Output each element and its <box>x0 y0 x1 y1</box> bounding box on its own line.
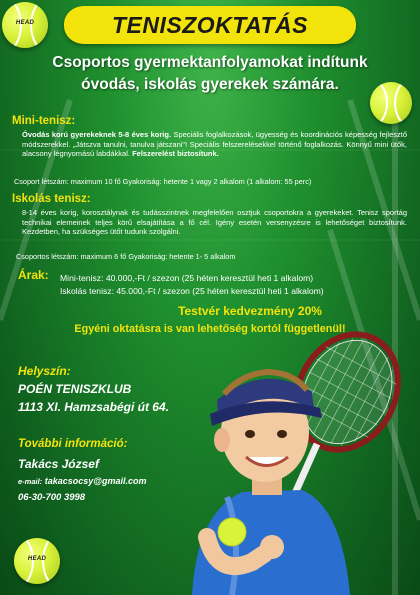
contact-email[interactable]: takacsocsy@gmail.com <box>44 476 147 486</box>
price-school: Iskolás tenisz: 45.000,-Ft / szezon (25 héten keresztül heti 1 alkalom) <box>60 286 324 296</box>
ball-brand-logo: HEAD <box>27 556 47 563</box>
tennis-ball-icon <box>14 538 60 584</box>
individual-lessons-text: Egyéni oktatásra is van lehetőség kortól függetlenül! <box>74 323 346 335</box>
subtitle-line-2: óvodás, iskolás gyerekek számára. <box>81 76 339 93</box>
boy-with-racket-illustration <box>172 322 420 595</box>
discount-text: Testvér kedvezmény 20% <box>178 304 322 318</box>
location-address: 1113 XI. Hamzsabégi út 64. <box>18 400 169 414</box>
location-name: POÉN TENISZKLUB <box>18 382 132 396</box>
location-label: Helyszín: <box>18 364 71 378</box>
contact-email-row <box>18 476 147 486</box>
page-title: TENISZOKTATÁS <box>111 11 309 38</box>
ball-brand-logo: HEAD <box>15 20 35 27</box>
email-label: e-mail: <box>18 477 43 486</box>
school-tennis-body: 8-14 éves korig, korosztálynak és tudásszintnek megfelelően osztjuk csoportokra a gyerekeket. Tenisz sportág technikai elemeinek teljes körű elsajátítása a fő cél. Igény esetén versenyzésre is lehetőséget biztosítunk. Kezdetben, ha szükséges ütőt tudunk szolgálni. <box>22 208 407 237</box>
school-tennis-meta: Csoportos létszám: maximum 6 fő Gyakoriság: hetente 1- 5 alkalom <box>16 252 236 261</box>
mini-tennis-body-bold-2: Felszerelést biztosítunk. <box>132 149 219 159</box>
price-mini: Mini-tenisz: 40.000,-Ft / szezon (25 héten keresztül heti 1 alkalom) <box>60 273 314 283</box>
mini-tennis-heading: Mini-tenisz: <box>12 115 76 127</box>
mini-tennis-meta: Csoport létszám: maximum 10 fő Gyakoriság: hetente 1 vagy 2 alkalom (1 alkalom: 55 perc) <box>14 177 312 186</box>
school-tennis-heading: Iskolás tenisz: <box>12 193 91 205</box>
prices-heading: Árak: <box>18 268 49 282</box>
title-banner <box>64 6 356 44</box>
mini-tennis-body <box>22 130 407 159</box>
mini-tennis-body-text: Speciális foglalkozások, ügyesség és koordinációs képesség fejlesztő módszerekkel. „Játszva tanulni, tanulva játszani"! Speciális felszerelésekkel történő foglalkozás. Könnyű mini ütők, alacsony légnyomású labdákkal. <box>22 130 408 159</box>
contact-name: Takács József <box>18 457 99 471</box>
tennis-ball-icon <box>2 2 48 48</box>
subtitle-line-1: Csoportos gyermektanfolyamokat indítunk <box>52 54 368 71</box>
subtitle <box>0 52 420 96</box>
contact-phone: 06-30-700 3998 <box>18 492 86 503</box>
contact-label: További információ: <box>18 438 128 450</box>
mini-tennis-body-bold: Óvodás korú gyerekeknek 5-8 éves korig. <box>22 130 172 139</box>
